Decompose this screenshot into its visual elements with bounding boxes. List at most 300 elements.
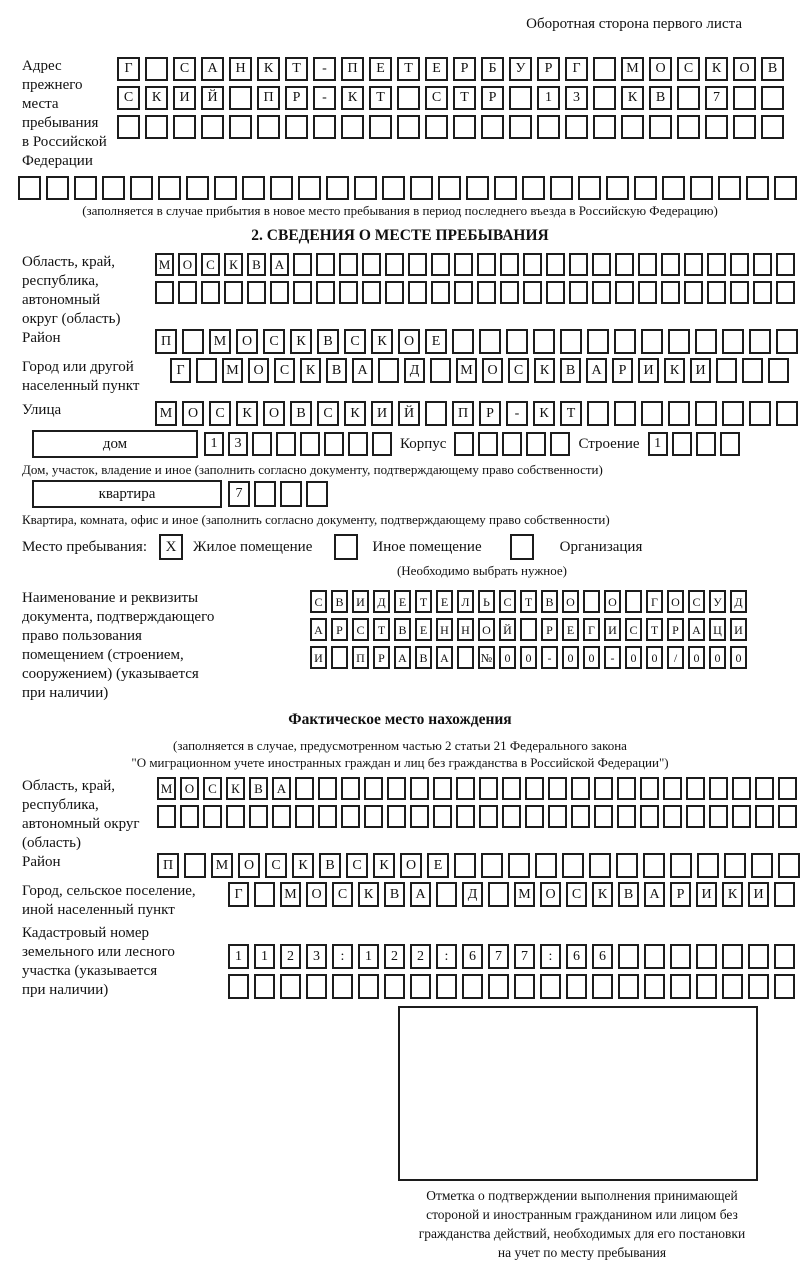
label-line: Адрес прежнего [22, 58, 83, 93]
label-line: автономный округ [22, 816, 140, 832]
form-cell: О [178, 253, 197, 276]
form-cell [592, 253, 611, 276]
label-line: Отметка о подтверждении выполнения принимающей [426, 1188, 738, 1203]
form-cell [550, 432, 570, 456]
street-label: Улица [22, 402, 62, 418]
form-cell: М [209, 329, 231, 354]
form-cell: В [761, 57, 784, 81]
label-line: округ (область) [22, 311, 121, 327]
form-cell [751, 853, 773, 878]
form-cell: - [313, 57, 336, 81]
form-cell: 7 [228, 481, 250, 507]
form-cell [514, 974, 535, 999]
form-cell: 6 [592, 944, 613, 969]
label-line: Федерации [22, 153, 93, 169]
form-cell [306, 481, 328, 507]
form-cell [663, 805, 682, 828]
form-cell: О [667, 590, 684, 613]
form-cell [488, 974, 509, 999]
stay-type-note: (Необходимо выбрать нужное) [396, 563, 568, 578]
form-cell: В [541, 590, 558, 613]
form-cell [618, 974, 639, 999]
form-cell [481, 853, 503, 878]
actual-region-label [22, 777, 157, 853]
form-cell [276, 432, 296, 456]
form-cell: : [540, 944, 561, 969]
form-cell [594, 805, 613, 828]
form-cell: К [344, 401, 366, 426]
form-cell [571, 805, 590, 828]
form-cell [272, 805, 291, 828]
form-cell: О [649, 57, 672, 81]
form-cell [716, 358, 737, 383]
form-cell [640, 805, 659, 828]
form-cell [433, 777, 452, 800]
form-cell [397, 86, 420, 110]
form-cell [761, 86, 784, 110]
form-cell: П [155, 329, 177, 354]
form-cell: Т [646, 618, 663, 641]
form-cell: К [257, 57, 280, 81]
form-cell [300, 432, 320, 456]
form-cell: П [341, 57, 364, 81]
form-cell: М [211, 853, 233, 878]
form-cell: И [690, 358, 711, 383]
form-cell [228, 974, 249, 999]
form-cell: Г [565, 57, 588, 81]
city-block [22, 358, 800, 396]
form-cell [677, 115, 700, 139]
form-cell: К [371, 329, 393, 354]
prev-address-row-4 [18, 176, 800, 200]
form-cell: А [688, 618, 705, 641]
form-cell [640, 777, 659, 800]
label-line: в Российской [22, 134, 107, 150]
form-cell [502, 777, 521, 800]
form-cell [641, 329, 663, 354]
form-cell: Т [373, 618, 390, 641]
label-line: Область, край, [22, 254, 116, 270]
form-cell [452, 329, 474, 354]
prev-address-row-1 [117, 57, 784, 81]
form-cell: С [310, 590, 327, 613]
label-line: на учет по месту пребывания [497, 1245, 667, 1260]
form-cell [502, 432, 522, 456]
form-cell [592, 974, 613, 999]
form-cell: 0 [562, 646, 579, 669]
form-cell: Г [117, 57, 140, 81]
form-cell [643, 853, 665, 878]
form-cell [488, 882, 509, 907]
document-row-2 [310, 618, 747, 641]
form-cell [594, 777, 613, 800]
form-cell: В [618, 882, 639, 907]
form-cell [753, 253, 772, 276]
district-label: Район [22, 330, 61, 346]
form-cell [618, 944, 639, 969]
form-cell: О [180, 777, 199, 800]
form-cell: М [456, 358, 477, 383]
stamp-caption [352, 1186, 800, 1262]
form-cell: Р [285, 86, 308, 110]
checkbox-other-premises [334, 534, 358, 560]
checkbox-residential: X [159, 534, 183, 560]
form-cell: Б [481, 57, 504, 81]
form-cell [614, 329, 636, 354]
form-cell [525, 777, 544, 800]
form-cell [668, 401, 690, 426]
region-row-2 [155, 281, 795, 304]
form-cell [316, 253, 335, 276]
form-cell [280, 974, 301, 999]
form-cell [285, 115, 308, 139]
form-cell [226, 805, 245, 828]
form-cell [696, 974, 717, 999]
form-cell: Т [369, 86, 392, 110]
form-cell [456, 805, 475, 828]
form-cell [158, 176, 181, 200]
form-cell: Р [373, 646, 390, 669]
form-cell [695, 329, 717, 354]
form-cell [201, 281, 220, 304]
form-cell [436, 974, 457, 999]
form-cell [318, 777, 337, 800]
form-cell [593, 115, 616, 139]
document-row-1 [310, 590, 747, 613]
form-cell [378, 358, 399, 383]
form-cell: И [638, 358, 659, 383]
label-line: автономный [22, 292, 101, 308]
form-cell: В [415, 646, 432, 669]
label-line: (область) [22, 835, 81, 851]
form-cell [203, 805, 222, 828]
form-cell [522, 176, 545, 200]
form-cell: 7 [514, 944, 535, 969]
form-cell [615, 253, 634, 276]
form-cell [500, 281, 519, 304]
form-cell [331, 646, 348, 669]
form-cell [748, 944, 769, 969]
form-cell [696, 944, 717, 969]
form-cell: 1 [204, 432, 224, 456]
form-cell: С [263, 329, 285, 354]
form-cell: О [478, 618, 495, 641]
form-cell: В [326, 358, 347, 383]
label-line: Город, сельское поселение, [22, 883, 196, 899]
form-cell: 3 [306, 944, 327, 969]
form-cell: У [709, 590, 726, 613]
form-cell: 6 [566, 944, 587, 969]
label-line: места пребывания [22, 96, 99, 131]
form-cell [332, 974, 353, 999]
form-cell [354, 176, 377, 200]
form-cell [145, 115, 168, 139]
form-cell [684, 253, 703, 276]
actual-location-heading: Фактическое место нахождения [288, 711, 512, 728]
form-cell [707, 253, 726, 276]
form-cell [431, 253, 450, 276]
form-cell: 0 [520, 646, 537, 669]
form-cell [477, 281, 496, 304]
form-cell [509, 115, 532, 139]
label-line: республика, [22, 797, 99, 813]
form-cell [709, 805, 728, 828]
form-cell: К [341, 86, 364, 110]
form-cell: 1 [228, 944, 249, 969]
form-cell [229, 115, 252, 139]
form-cell: К [358, 882, 379, 907]
form-cell: Г [646, 590, 663, 613]
form-cell [593, 86, 616, 110]
form-cell [157, 805, 176, 828]
form-cell [339, 253, 358, 276]
form-cell [316, 281, 335, 304]
form-cell: О [236, 329, 258, 354]
form-cell [722, 329, 744, 354]
form-cell: В [394, 618, 411, 641]
form-cell: № [478, 646, 495, 669]
form-cell [593, 57, 616, 81]
form-cell [695, 401, 717, 426]
form-cell: Н [229, 57, 252, 81]
form-cell [425, 115, 448, 139]
form-cell: С [265, 853, 287, 878]
checkbox-organization [510, 534, 534, 560]
form-cell: С [344, 329, 366, 354]
form-cell: 7 [705, 86, 728, 110]
option-organization-label: Организация [559, 538, 643, 555]
form-cell: Е [562, 618, 579, 641]
form-cell [526, 432, 546, 456]
label-line: стороной и иностранным гражданином или лицом без [426, 1207, 738, 1222]
region-label [22, 253, 155, 329]
form-cell: К [236, 401, 258, 426]
form-cell: А [272, 777, 291, 800]
form-cell: Е [425, 57, 448, 81]
form-cell [670, 944, 691, 969]
form-cell: Т [415, 590, 432, 613]
form-cell [173, 115, 196, 139]
form-cell: О [248, 358, 269, 383]
label-line: гражданства действий, необходимых для его постановки [418, 1226, 746, 1241]
form-cell: О [398, 329, 420, 354]
label-line: при наличии) [22, 685, 109, 701]
form-cell: Й [398, 401, 420, 426]
district-row [155, 329, 798, 354]
form-cell: Е [394, 590, 411, 613]
form-cell [709, 777, 728, 800]
form-cell [295, 805, 314, 828]
form-cell: С [317, 401, 339, 426]
form-cell [324, 432, 344, 456]
form-cell: М [157, 777, 176, 800]
form-cell: М [155, 253, 174, 276]
form-cell [644, 974, 665, 999]
form-cell [372, 432, 392, 456]
form-cell [397, 115, 420, 139]
form-cell [293, 253, 312, 276]
form-cell: А [644, 882, 665, 907]
form-cell [778, 853, 800, 878]
label-line: населенный пункт [22, 378, 140, 394]
form-cell: 1 [358, 944, 379, 969]
form-cell: О [306, 882, 327, 907]
cadastre-block [22, 924, 800, 1000]
city-row [170, 358, 789, 383]
form-cell [565, 115, 588, 139]
form-cell [500, 253, 519, 276]
form-cell: Т [285, 57, 308, 81]
form-cell [247, 281, 266, 304]
prev-address-label [22, 57, 117, 171]
form-cell: О [562, 590, 579, 613]
form-cell [186, 176, 209, 200]
actual-location-caption [22, 737, 778, 771]
form-cell [313, 115, 336, 139]
form-cell [358, 974, 379, 999]
form-cell: Р [479, 401, 501, 426]
form-cell [583, 590, 600, 613]
form-cell: О [540, 882, 561, 907]
apartment-label-box: квартира [32, 480, 222, 508]
section2-heading: 2. СВЕДЕНИЯ О МЕСТЕ ПРЕБЫВАНИЯ [251, 227, 549, 244]
form-cell [270, 281, 289, 304]
form-cell [318, 805, 337, 828]
label-line: участка (указывается [22, 963, 158, 979]
form-cell [569, 253, 588, 276]
form-cell [684, 281, 703, 304]
form-cell [362, 281, 381, 304]
form-cell: К [592, 882, 613, 907]
form-cell: М [280, 882, 301, 907]
form-cell [778, 805, 797, 828]
actual-city-block [22, 882, 800, 920]
form-cell [293, 281, 312, 304]
form-cell: В [290, 401, 312, 426]
region-block [22, 253, 800, 329]
form-cell [117, 115, 140, 139]
form-cell: А [270, 253, 289, 276]
label-line: Наименование и реквизиты [22, 590, 199, 606]
form-cell [749, 329, 771, 354]
label-line: при наличии) [22, 982, 109, 998]
form-cell [387, 777, 406, 800]
form-cell [382, 176, 405, 200]
form-cell: О [604, 590, 621, 613]
form-cell: Т [453, 86, 476, 110]
form-cell: 0 [646, 646, 663, 669]
form-cell: К [224, 253, 243, 276]
form-cell [615, 281, 634, 304]
form-cell [433, 805, 452, 828]
form-cell: - [541, 646, 558, 669]
form-cell: К [290, 329, 312, 354]
form-cell: С [201, 253, 220, 276]
form-cell [102, 176, 125, 200]
form-cell [462, 974, 483, 999]
form-cell: К [621, 86, 644, 110]
form-cell: И [310, 646, 327, 669]
form-cell: К [533, 401, 555, 426]
form-cell [749, 401, 771, 426]
form-cell [18, 176, 41, 200]
form-cell [592, 281, 611, 304]
apartment-cells [228, 481, 328, 507]
form-cell: Д [462, 882, 483, 907]
form-cell: С [352, 618, 369, 641]
form-cell [364, 777, 383, 800]
form-cell [270, 176, 293, 200]
form-cell: В [317, 329, 339, 354]
house-caption: Дом, участок, владение и иное (заполнить согласно документу, подтверждающему право собственности) [22, 462, 603, 477]
form-cell: Й [499, 618, 516, 641]
form-cell: 2 [410, 944, 431, 969]
form-cell: И [604, 618, 621, 641]
form-cell: С [566, 882, 587, 907]
form-cell: Р [667, 618, 684, 641]
form-cell [454, 281, 473, 304]
label-line: земельного или лесного [22, 944, 175, 960]
form-cell [641, 401, 663, 426]
actual-region-block [22, 777, 800, 853]
form-cell [453, 115, 476, 139]
form-cell: Р [670, 882, 691, 907]
form-cell [509, 86, 532, 110]
form-cell [155, 281, 174, 304]
label-line: Область, край, [22, 778, 116, 794]
form-cell: А [586, 358, 607, 383]
form-cell [730, 281, 749, 304]
form-cell [430, 358, 451, 383]
form-cell [431, 281, 450, 304]
form-cell [508, 853, 530, 878]
form-cell: М [621, 57, 644, 81]
form-cell [569, 281, 588, 304]
form-cell [661, 281, 680, 304]
form-cell [74, 176, 97, 200]
form-cell [550, 176, 573, 200]
form-cell: В [319, 853, 341, 878]
form-cell: О [182, 401, 204, 426]
form-cell: С [425, 86, 448, 110]
form-cell [481, 115, 504, 139]
form-cell: С [209, 401, 231, 426]
form-cell: К [145, 86, 168, 110]
form-cell [748, 974, 769, 999]
form-cell [587, 329, 609, 354]
form-cell [670, 974, 691, 999]
form-cell: С [499, 590, 516, 613]
form-cell: П [352, 646, 369, 669]
form-cell [546, 253, 565, 276]
form-cell [523, 253, 542, 276]
form-cell [774, 944, 795, 969]
form-cell [478, 432, 498, 456]
form-cell: 0 [499, 646, 516, 669]
form-cell: В [560, 358, 581, 383]
document-label [22, 589, 310, 703]
actual-city-row [228, 882, 795, 907]
form-cell [670, 853, 692, 878]
label-line: документа, подтверждающего [22, 609, 215, 625]
form-cell: У [509, 57, 532, 81]
form-cell: Е [427, 853, 449, 878]
street-row [155, 401, 798, 426]
form-cell [479, 805, 498, 828]
form-cell [540, 974, 561, 999]
district-block [22, 329, 800, 354]
form-cell [778, 777, 797, 800]
